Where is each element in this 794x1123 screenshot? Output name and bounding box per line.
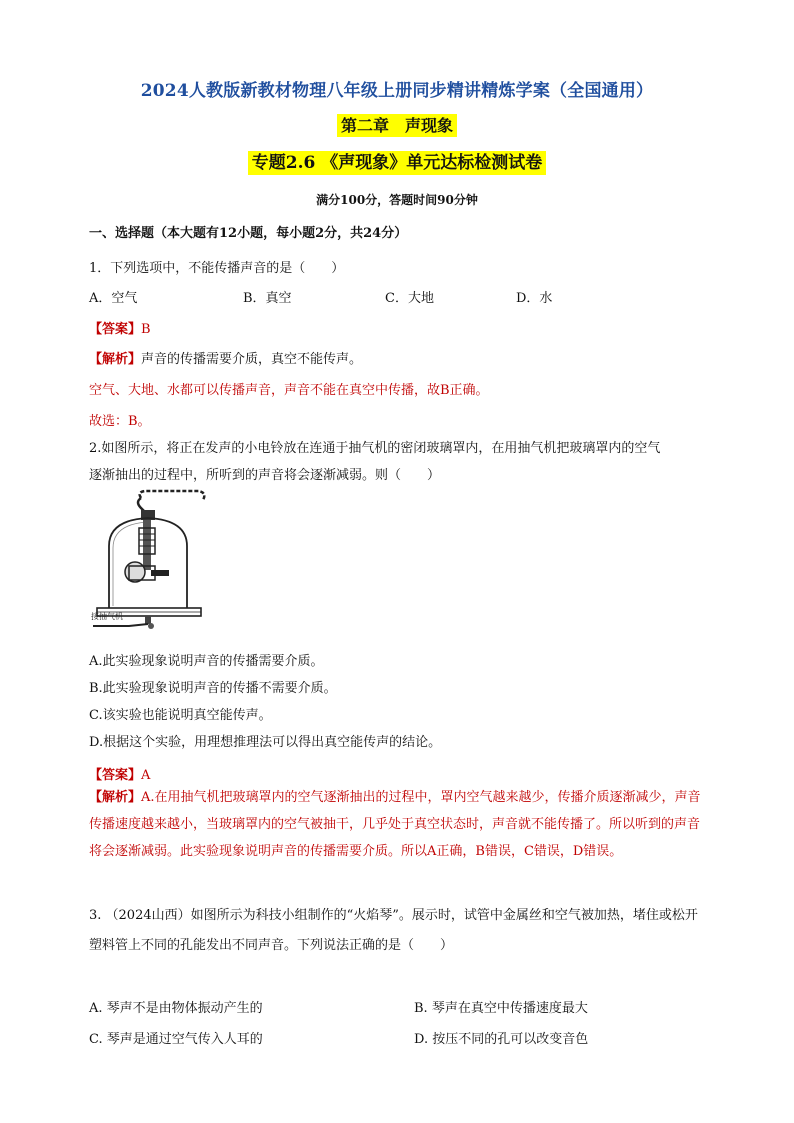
section-heading: 一、选择题（本大题有12小题，每小题2分，共24分） <box>89 226 408 241</box>
q1-answer-label: 【答案】 <box>89 322 142 337</box>
q1-conclusion: 故选：B。 <box>89 414 151 429</box>
q1-analysis-label: 【解析】 <box>89 352 142 367</box>
q2-answer <box>89 764 150 783</box>
topic-heading <box>0 148 794 173</box>
q1-answer-value: B <box>141 322 151 337</box>
q1-stem: 1．下列选项中，不能传播声音的是（ ） <box>89 261 345 276</box>
bell-jar-figure <box>89 488 234 633</box>
figure-label-pump: 接抽气机 <box>91 612 123 621</box>
q2-option-a: A.此实验现象说明声音的传播需要介质。 <box>89 654 324 669</box>
q1-option-c: C．大地 <box>385 291 434 306</box>
q1-option-b: B．真空 <box>243 291 292 306</box>
document-title: 2024人教版新教材物理八年级上册同步精讲精炼学案（全国通用） <box>140 81 654 101</box>
q3-option-a: A. 琴声不是由物体振动产生的 <box>89 1001 263 1016</box>
q3-stem: 3. （2024山西）如图所示为科技小组制作的“火焰琴”。展示时，试管中金属丝和空气被加热，堵住或松开塑料管上不同的孔能发出不同声音。下列说法正确的是（ ） <box>89 908 698 953</box>
chapter-heading <box>0 113 794 136</box>
exam-meta: 满分100分，答题时间90分钟 <box>316 193 478 207</box>
q2-answer-label: 【答案】 <box>89 768 142 783</box>
topic-highlight: 专题2.6 《声现象》单元达标检测试卷 <box>248 151 547 175</box>
chapter-highlight: 第二章 声现象 <box>337 114 457 137</box>
q3-option-c: C. 琴声是通过空气传入人耳的 <box>89 1032 263 1047</box>
q1-analysis-detail: 空气、大地、水都可以传播声音，声音不能在真空中传播，故B正确。 <box>89 383 489 398</box>
q3-option-b: B. 琴声在真空中传播速度最大 <box>414 1001 588 1016</box>
q2-option-c: C.该实验也能说明真空能传声。 <box>89 708 272 723</box>
q1-analysis <box>89 348 362 367</box>
q1-analysis-text: 声音的传播需要介质，真空不能传声。 <box>141 352 363 367</box>
q1-option-a: A．空气 <box>89 291 138 306</box>
q2-stem-line-2: 逐渐抽出的过程中，所听到的声音将会逐渐减弱。则（ ） <box>89 468 441 483</box>
q2-stem-line-1: 2.如图所示，将正在发声的小电铃放在连通于抽气机的密闭玻璃罩内，在用抽气机把玻璃罩内的空气 <box>89 441 661 456</box>
q2-option-d: D.根据这个实验，用理想推理法可以得出真空能传声的结论。 <box>89 735 442 750</box>
q1-option-d: D．水 <box>516 291 553 306</box>
q2-option-b: B.此实验现象说明声音的传播不需要介质。 <box>89 681 337 696</box>
q2-analysis <box>89 784 709 865</box>
q2-analysis-label: 【解析】 <box>89 790 142 805</box>
q2-analysis-text: A.在用抽气机把玻璃罩内的空气逐渐抽出的过程中，罩内空气越来越少，传播介质逐渐减少，声音传播速度越来越小，当玻璃罩内的空气被抽干，几乎处于真空状态时，声音就不能传播了。所以听到的声音将会逐渐减弱。此实验现象说明声音的传播需要介质。所以A正确，B错误，C错误，D错误。 <box>89 790 701 859</box>
q2-answer-value: A <box>141 768 151 783</box>
q3-option-d: D. 按压不同的孔可以改变音色 <box>414 1032 589 1047</box>
q1-answer <box>89 318 151 337</box>
